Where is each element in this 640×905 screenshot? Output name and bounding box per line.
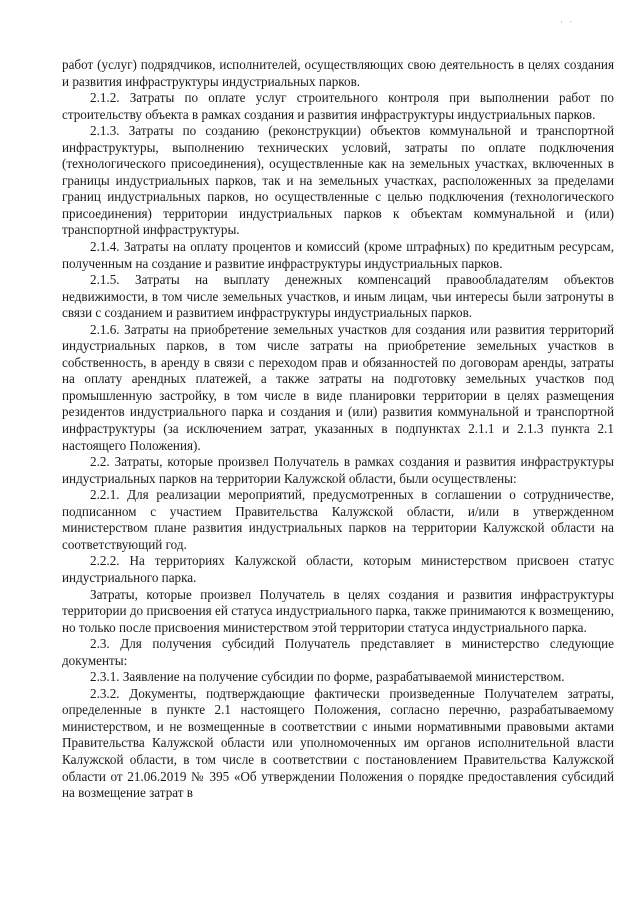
paragraph-2-2-1: 2.2.1. Для реализации мероприятий, предусмотренных в соглашении о сотрудничестве, подписанном с участием Правительства Калужской области, и/или в утвержденном министерством плане развития индустриальных парков на территории Калужской области на соответствующий год. xyxy=(62,487,614,552)
paragraph-2-2: 2.2. Затраты, которые произвел Получатель в рамках создания и развития инфраструктуры индустриальных парков на территории Калужской области, были осуществлены: xyxy=(62,454,614,486)
paragraph-2-2-2: 2.2.2. На территориях Калужской области, которым министерством присвоен статус индустриального парка. xyxy=(62,553,614,585)
paragraph-2-1-3: 2.1.3. Затраты по созданию (реконструкции) объектов коммунальной и транспортной инфраструктуры, выполнению технических условий, затраты по оплате подключения (технологического присоединения), осуществленные как на земельных участках, включенных в границы индустриальных парков, так и на земельных участках, расположенных за пределами границ индустриальных парков, но осуществленные с целью подключения (технологического присоединения) территории индустриальных парков к объектам коммунальной и (или) транспортной инфраструктуры. xyxy=(62,123,614,238)
paragraph-continuation: работ (услуг) подрядчиков, исполнителей, осуществляющих свою деятельность в целях создания и развития инфраструктуры индустриальных парков. xyxy=(62,57,614,89)
paragraph-2-3-2: 2.3.2. Документы, подтверждающие фактически произведенные Получателем затраты, определенные в пункте 2.1 настоящего Положения, согласно перечню, разрабатываемому министерством, и не возмещенные в соответствии с иными нормативными правовыми актами Правительства Калужской области или уполномоченных им органов исполнительной власти Калужской области, в том числе в соответствии с постановлением Правительства Калужской области от 21.06.2019 № 395 «Об утверждении Положения о порядке предоставления субсидий на возмещение затрат в xyxy=(62,685,614,801)
paragraph-2-1-5: 2.1.5. Затраты на выплату денежных компенсаций правообладателям объектов недвижимости, в том числе земельных участков, и иным лицам, чьи интересы были затронуты в связи с созданием и развитием инфраструктуры индустриальных парков. xyxy=(62,272,614,321)
paragraph-2-1-6: 2.1.6. Затраты на приобретение земельных участков для создания или развития территорий индустриальных парков, в том числе затраты на приобретение земельных участков в собственность, в аренду в связи с переходом прав и обязанностей по договорам аренды, затраты на оплату арендных платежей, а также затраты на подготовку земельных участков под промышленную застройку, в том числе в виде планировки территории в целях размещения резидентов индустриального парка и создания и (или) развития коммунальной и транспортной инфраструктуры (за исключением затрат, указанных в подпунктах 2.1.1 и 2.1.3 пункта 2.1 настоящего Положения). xyxy=(62,321,614,453)
scan-mark: · · xyxy=(560,17,575,27)
paragraph-2-3: 2.3. Для получения субсидий Получатель представляет в министерство следующие документы: xyxy=(62,636,614,668)
paragraph-2-1-2: 2.1.2. Затраты по оплате услуг строительного контроля при выполнении работ по строительству объекта в рамках создания и развития инфраструктуры индустриальных парков. xyxy=(62,90,614,122)
paragraph-2-3-1: 2.3.1. Заявление на получение субсидии по форме, разрабатываемой министерством. xyxy=(90,669,565,685)
paragraph-pre-status-costs: Затраты, которые произвел Получатель в целях создания и развития инфраструктуры территории до присвоения ей статуса индустриального парка, также принимаются к возмещению, но только после присвоения министерством этой территории статуса индустриального парка. xyxy=(62,586,614,635)
paragraph-2-1-4: 2.1.4. Затраты на оплату процентов и комиссий (кроме штрафных) по кредитным ресурсам, полученным на создание и развитие инфраструктуры индустриальных парков. xyxy=(62,239,614,271)
